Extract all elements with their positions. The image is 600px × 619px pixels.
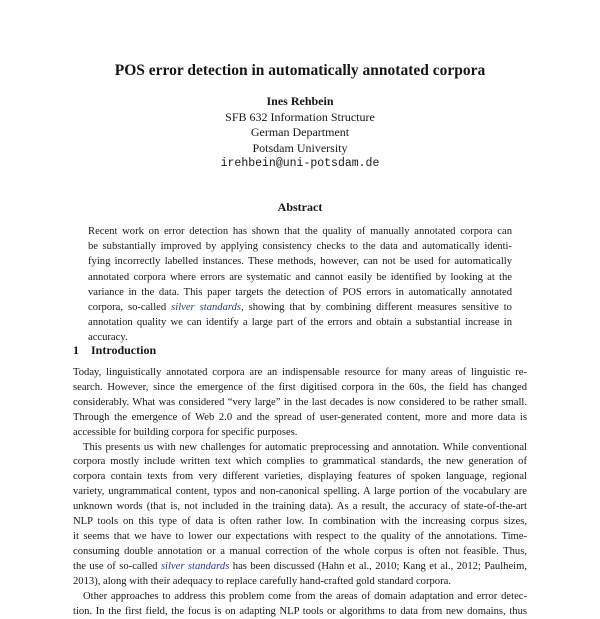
text-run: the use of so-called — [73, 561, 161, 572]
body-line: unknown words (that is, not included in the training data). As a result, the accuracy of state-of-the-art — [73, 500, 527, 515]
section-title: Introduction — [91, 343, 156, 357]
section-number: 1 — [73, 343, 91, 357]
body-line: corpora contain texts from very different varieties, displaying features of spoken language, regional — [73, 470, 527, 485]
body-line: Today, linguistically annotated corpora are an indispensable resource for many areas of linguistic re- — [73, 366, 527, 381]
emphasis-term: silver standards — [161, 561, 229, 572]
body-line: 2013), along with their adequacy to replace carefully hand-crafted gold standard corpora. — [73, 575, 527, 590]
abstract-line: variance in the data. This paper targets the detection of POS errors in automatically annotated — [88, 285, 512, 300]
body-line: Through the emergence of Web 2.0 and the spread of user-generated content, more and more data is — [73, 411, 527, 426]
abstract-line: annotation quality we can identify a large part of the errors and obtain a substantial increase in — [88, 315, 512, 330]
abstract-line: annotated corpora where errors are systematic and cannot easily be identified by looking at the — [88, 270, 512, 285]
text-run: has been discussed (Hahn et al., 2010; Kang et al., 2012; Paulheim, — [229, 561, 527, 572]
abstract-line: accuracy. — [88, 330, 512, 345]
body-line: consuming double annotation or a manual correction of the whole corpus is often not feasible. Thus, — [73, 545, 527, 560]
abstract-line: fying incorrectly labelled instances. These methods, however, can not be used for automatically — [88, 254, 512, 269]
body-line: Other approaches to address this problem come from the areas of domain adaptation and error detec- — [73, 590, 527, 605]
body-line: This presents us with new challenges for automatic preprocessing and annotation. While conventional — [73, 441, 527, 456]
emphasis-term: silver standards — [171, 302, 241, 313]
abstract-text — [88, 224, 512, 346]
body-line: it seems that we have to lower our expectations with respect to the quality of the annotations. Time- — [73, 530, 527, 545]
author-email: irehbein@uni-potsdam.de — [0, 156, 600, 172]
body-line: variety, ungrammatical content, typos and non-canonical spelling. A large portion of the vocabulary are — [73, 485, 527, 500]
author-name: Ines Rehbein — [0, 94, 600, 110]
body-line: corpora mostly include written text which complies to grammatical standards, the new generation of — [73, 455, 527, 470]
body-line: tion. In the first field, the focus is on adapting NLP tools or algorithms to data from new domains, thus — [73, 605, 527, 619]
body-line — [73, 560, 527, 575]
author-block — [0, 94, 600, 172]
body-line: NLP tools on this type of data is often rather low. In combination with the increasing corpus sizes, — [73, 515, 527, 530]
affiliation-line: SFB 632 Information Structure — [0, 110, 600, 126]
text-run: , showing that by combining different measures sensitive to — [241, 302, 512, 313]
section-body — [73, 366, 527, 619]
section-heading — [73, 343, 156, 357]
affiliation-line: German Department — [0, 125, 600, 141]
abstract-line: be substantially improved by applying consistency checks to the data and automatically identi- — [88, 239, 512, 254]
affiliation-line: Potsdam University — [0, 141, 600, 157]
body-line: accessible for building corpora for specific purposes. — [73, 426, 527, 441]
abstract-line: Recent work on error detection has shown that the quality of manually annotated corpora can — [88, 224, 512, 239]
abstract-line — [88, 300, 512, 315]
body-line: considerably. What was considered “very large” in the last decades is now considered to be rather small. — [73, 396, 527, 411]
body-line: search. However, since the emergence of the first digitised corpora in the 60s, the field has changed — [73, 381, 527, 396]
paper-title: POS error detection in automatically annotated corpora — [0, 62, 600, 80]
abstract-heading: Abstract — [0, 200, 600, 214]
text-run: corpora, so-called — [88, 302, 171, 313]
